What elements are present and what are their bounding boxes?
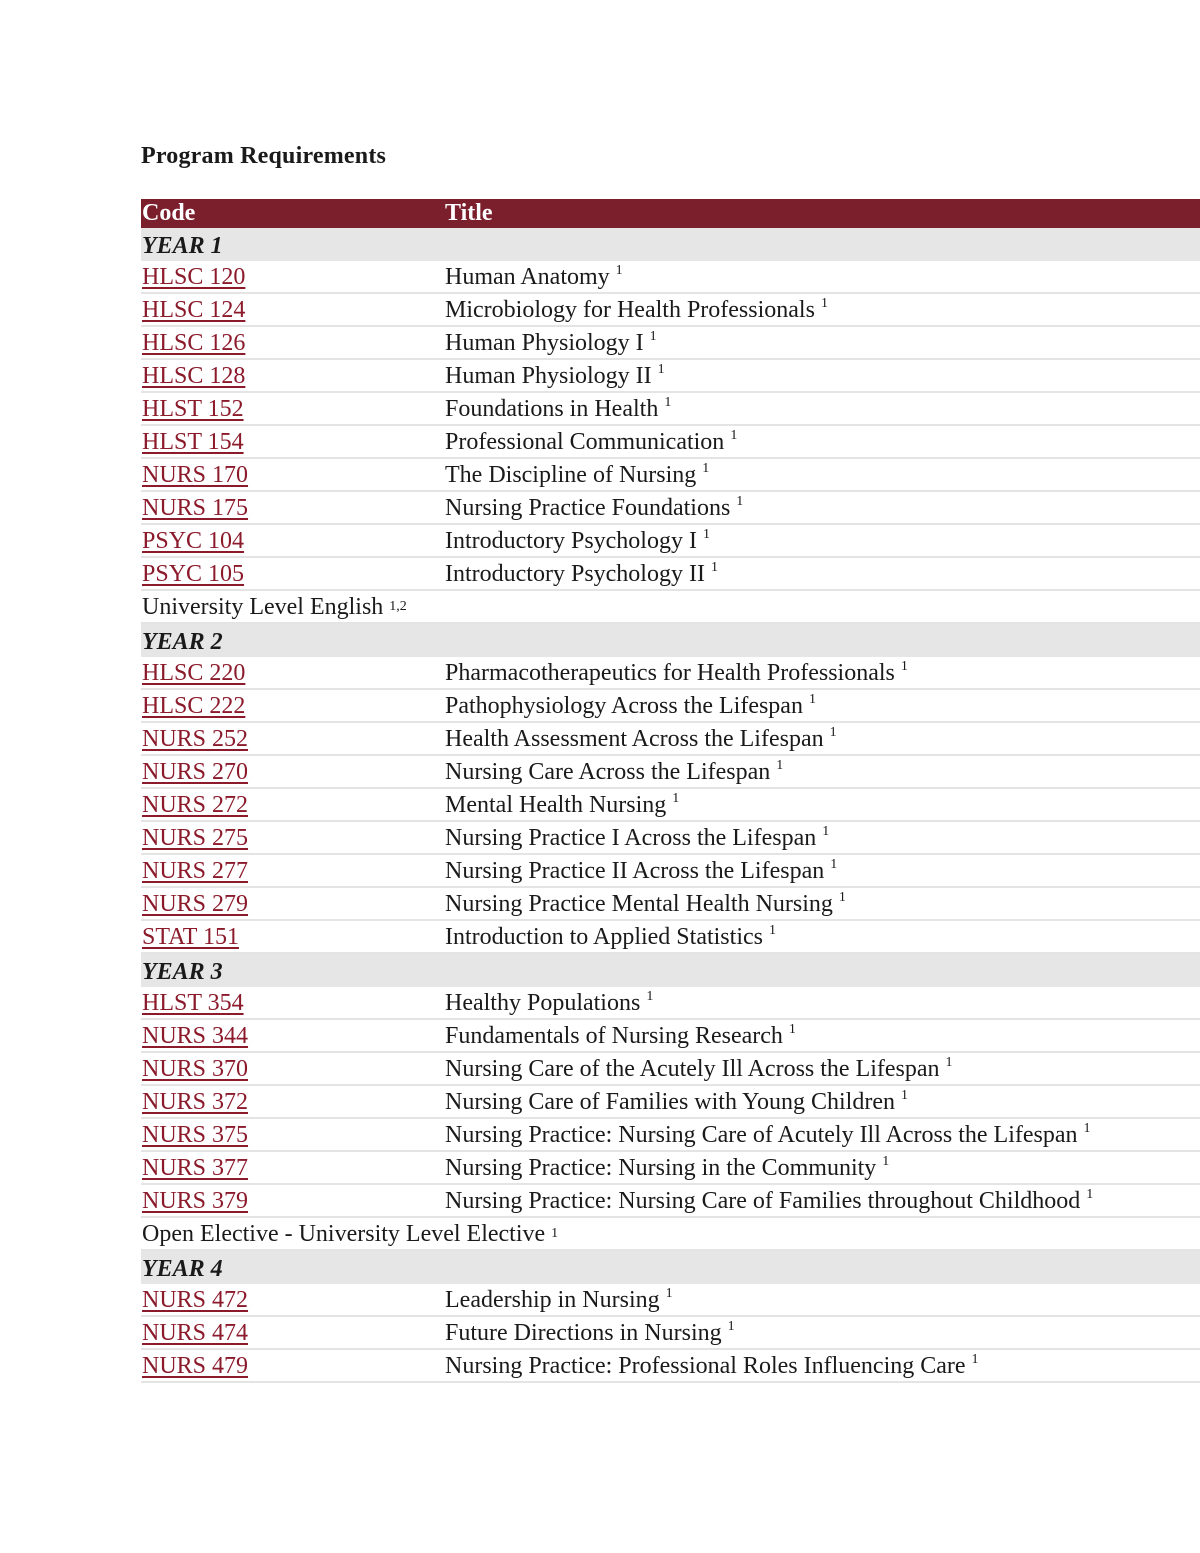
footnote-marker: 1 <box>776 758 784 773</box>
table-row <box>141 558 1200 591</box>
course-title-cell <box>445 1312 1200 1348</box>
footnote-marker: 1 <box>730 428 738 443</box>
footnote-marker: 1 <box>788 1022 796 1037</box>
course-title-cell <box>445 388 1200 424</box>
course-title: Nursing Practice: Nursing Care of Families throughout Childhood <box>445 1188 1081 1214</box>
course-code-cell <box>141 823 445 853</box>
footnote-marker: 1 <box>727 1319 735 1334</box>
course-code-link[interactable]: NURS 270 <box>142 759 249 785</box>
course-code-link[interactable]: HLSC 128 <box>142 363 246 389</box>
footnote-marker: 1 <box>1083 1121 1091 1136</box>
course-code-link[interactable]: NURS 344 <box>142 1023 249 1049</box>
course-title: Health Assessment Across the Lifespan <box>445 726 824 752</box>
page-title: Program Requirements <box>141 143 387 169</box>
course-code-cell <box>141 526 445 556</box>
footnote-marker: 1 <box>900 659 908 674</box>
footnote-marker: 1 <box>768 923 776 938</box>
course-code-link[interactable]: NURS 479 <box>142 1353 249 1379</box>
course-title: Foundations in Health <box>445 396 659 422</box>
course-code-link[interactable]: NURS 379 <box>142 1188 249 1214</box>
footnote-marker: 1 <box>838 890 846 905</box>
course-code-cell <box>141 1021 445 1051</box>
requirement-note-row <box>141 591 1200 624</box>
course-code-cell <box>141 361 445 391</box>
footnote-marker: 1 <box>664 395 672 410</box>
course-code-link[interactable]: HLSC 126 <box>142 330 246 356</box>
course-code-link[interactable]: HLSC 124 <box>142 297 246 323</box>
column-header-title: Title <box>445 200 493 226</box>
course-code-link[interactable]: NURS 472 <box>142 1287 249 1313</box>
course-code-link[interactable]: HLST 354 <box>142 990 244 1016</box>
course-code-link[interactable]: PSYC 104 <box>142 528 245 554</box>
course-title-cell <box>445 256 1200 292</box>
course-title-cell <box>445 685 1200 721</box>
course-title-cell <box>445 421 1200 457</box>
footnote-marker: 1 <box>657 362 665 377</box>
course-code-cell <box>141 691 445 721</box>
course-code-cell <box>141 493 445 523</box>
course-title: Nursing Practice: Nursing Care of Acutely Ill Across the Lifespan <box>445 1122 1078 1148</box>
footnote-marker: 1 <box>945 1055 953 1070</box>
course-code-cell <box>141 856 445 886</box>
course-title: Human Physiology I <box>445 330 644 356</box>
year-label: YEAR 2 <box>142 629 223 655</box>
footnote-marker: 1 <box>901 1088 908 1103</box>
course-code-cell <box>141 889 445 919</box>
course-title-cell <box>445 289 1200 325</box>
footnote-marker: 1 <box>702 461 710 476</box>
footnote-marker: 1 <box>551 1226 559 1241</box>
course-title: Leadership in Nursing <box>445 1287 660 1313</box>
course-code-cell <box>141 427 445 457</box>
course-title: Nursing Practice Mental Health Nursing <box>445 891 833 917</box>
table-row <box>141 921 1200 954</box>
course-title-cell <box>445 1279 1200 1315</box>
course-code-link[interactable]: NURS 474 <box>142 1320 249 1346</box>
course-code-cell <box>141 1054 445 1084</box>
course-title-cell <box>445 916 1200 952</box>
course-title-cell <box>445 784 1200 820</box>
footnote-marker: 1 <box>820 296 828 311</box>
table-body <box>141 228 1200 1383</box>
course-code-link[interactable]: PSYC 105 <box>142 561 245 587</box>
course-title-cell <box>445 1015 1200 1051</box>
course-title-cell <box>445 850 1200 886</box>
requirement-note: Open Elective - University Level Elective <box>142 1221 546 1247</box>
course-code-cell <box>141 295 445 325</box>
course-code-cell <box>141 1318 445 1348</box>
footnote-marker: 1 <box>646 989 654 1004</box>
course-code-link[interactable]: NURS 272 <box>142 792 249 818</box>
course-title-cell <box>445 1147 1200 1183</box>
course-title: Human Anatomy <box>445 264 610 290</box>
requirement-note-row <box>141 1218 1200 1251</box>
course-code-cell <box>141 328 445 358</box>
course-code-link[interactable]: NURS 279 <box>142 891 249 917</box>
footnote-marker: 1 <box>882 1154 890 1169</box>
table-header <box>141 199 1200 228</box>
footnote-marker: 1 <box>830 857 838 872</box>
table-row <box>141 1185 1200 1218</box>
footnote-marker: 1 <box>822 824 830 839</box>
course-code-cell <box>141 922 445 952</box>
course-title: Introductory Psychology II <box>445 561 705 587</box>
footnote-marker: 1,2 <box>389 599 407 614</box>
course-title-cell <box>445 883 1200 919</box>
course-title: Pharmacotherapeutics for Health Professionals <box>445 660 895 686</box>
table-row <box>141 1350 1200 1383</box>
course-title-cell <box>445 652 1200 688</box>
course-title: Microbiology for Health Professionals <box>445 297 815 323</box>
course-title: Introduction to Applied Statistics <box>445 924 763 950</box>
course-code-cell <box>141 1351 445 1381</box>
footnote-marker: 1 <box>1086 1187 1094 1202</box>
requirement-note: University Level English <box>142 594 384 620</box>
course-title-cell <box>445 1048 1200 1084</box>
course-code-link[interactable]: NURS 277 <box>142 858 249 884</box>
course-title-cell <box>445 322 1200 358</box>
course-title: Nursing Practice II Across the Lifespan <box>445 858 825 884</box>
course-title-cell <box>445 817 1200 853</box>
course-code-cell <box>141 757 445 787</box>
course-title-cell <box>445 553 1200 589</box>
course-title: Healthy Populations <box>445 990 641 1016</box>
course-title: Nursing Practice I Across the Lifespan <box>445 825 817 851</box>
course-title-cell <box>445 1114 1200 1150</box>
footnote-marker: 1 <box>808 692 816 707</box>
course-title-cell <box>445 355 1200 391</box>
course-title-cell <box>445 1345 1200 1381</box>
course-code-link[interactable]: NURS 252 <box>142 726 249 752</box>
course-code-cell <box>141 658 445 688</box>
course-code-link[interactable]: NURS 175 <box>142 495 249 521</box>
year-label: YEAR 4 <box>142 1256 223 1282</box>
course-code-link[interactable]: HLSC 220 <box>142 660 246 686</box>
course-code-link[interactable]: HLST 152 <box>142 396 244 422</box>
year-label: YEAR 3 <box>142 959 223 985</box>
course-title-cell <box>445 454 1200 490</box>
course-title: Fundamentals of Nursing Research <box>445 1023 783 1049</box>
course-title: Nursing Practice: Professional Roles Influencing Care <box>445 1353 966 1379</box>
course-title: The Discipline of Nursing <box>445 462 697 488</box>
footnote-marker: 1 <box>702 527 710 542</box>
footnote-marker: 1 <box>649 329 657 344</box>
course-code-cell <box>141 460 445 490</box>
course-code-cell <box>141 1153 445 1183</box>
course-code-cell <box>141 1120 445 1150</box>
course-title: Pathophysiology Across the Lifespan <box>445 693 803 719</box>
course-code-link[interactable]: HLST 154 <box>142 429 244 455</box>
column-header-code: Code <box>142 200 196 226</box>
footnote-marker: 1 <box>710 560 718 575</box>
course-title-cell <box>445 982 1200 1018</box>
course-code-link[interactable]: NURS 377 <box>142 1155 249 1181</box>
course-code-link[interactable]: HLSC 120 <box>142 264 246 290</box>
course-title-cell <box>445 1081 1200 1117</box>
course-code-cell <box>141 1186 445 1216</box>
footnote-marker: 1 <box>665 1286 673 1301</box>
course-code-cell <box>141 988 445 1018</box>
course-title: Nursing Care of the Acutely Ill Across the Lifespan <box>445 1056 940 1082</box>
course-title: Nursing Care Across the Lifespan <box>445 759 771 785</box>
footnote-marker: 1 <box>971 1352 979 1367</box>
course-title-cell <box>445 1180 1200 1216</box>
course-title: Nursing Practice: Nursing in the Community <box>445 1155 877 1181</box>
course-title: Professional Communication <box>445 429 725 455</box>
course-code-cell <box>141 262 445 292</box>
course-code-cell <box>141 724 445 754</box>
course-code-cell <box>141 790 445 820</box>
course-code-link[interactable]: NURS 170 <box>142 462 249 488</box>
footnote-marker: 1 <box>672 791 680 806</box>
course-code-link[interactable]: STAT 151 <box>142 924 239 950</box>
course-title: Introductory Psychology I <box>445 528 697 554</box>
course-title-cell <box>445 718 1200 754</box>
course-title: Nursing Practice Foundations <box>445 495 731 521</box>
course-title-cell <box>445 520 1200 556</box>
course-title: Human Physiology II <box>445 363 652 389</box>
course-title: Mental Health Nursing <box>445 792 667 818</box>
course-title-cell <box>445 487 1200 523</box>
footnote-marker: 1 <box>736 494 744 509</box>
course-title: Nursing Care of Families with Young Children <box>445 1089 895 1115</box>
footnote-marker: 1 <box>615 263 623 278</box>
year-label: YEAR 1 <box>142 233 223 259</box>
program-requirements-table <box>141 199 1200 1383</box>
course-code-link[interactable]: NURS 275 <box>142 825 249 851</box>
course-title-cell <box>445 751 1200 787</box>
course-code-link[interactable]: NURS 372 <box>142 1089 249 1115</box>
course-code-cell <box>141 1087 445 1117</box>
course-code-cell <box>141 1285 445 1315</box>
course-code-link[interactable]: NURS 370 <box>142 1056 249 1082</box>
course-title: Future Directions in Nursing <box>445 1320 722 1346</box>
course-code-link[interactable]: HLSC 222 <box>142 693 246 719</box>
course-code-link[interactable]: NURS 375 <box>142 1122 249 1148</box>
course-code-cell <box>141 559 445 589</box>
footnote-marker: 1 <box>829 725 837 740</box>
course-code-cell <box>141 394 445 424</box>
